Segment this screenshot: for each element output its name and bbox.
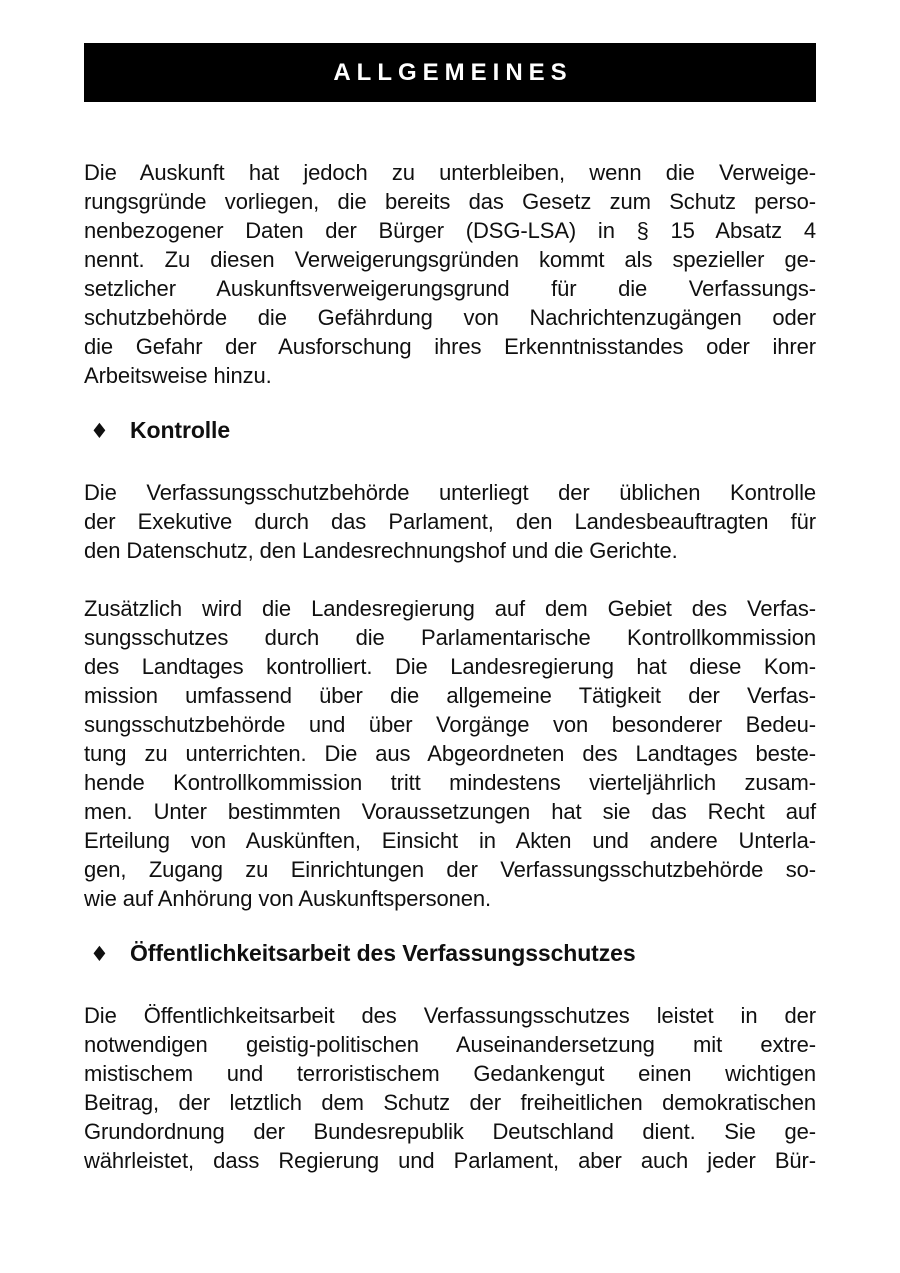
text-line: Erteilung von Auskünften, Einsicht in Akten und andere Unterla- xyxy=(84,828,816,853)
text-line: hende Kontrollkommission tritt mindestens vierteljährlich zusam- xyxy=(84,770,816,795)
text-line: Beitrag, der letztlich dem Schutz der freiheitlichen demokratischen xyxy=(84,1090,816,1115)
text-line: mistischem und terroristischem Gedankengut einen wichtigen xyxy=(84,1061,816,1086)
text-line: den Datenschutz, den Landesrechnungshof und die Gerichte. xyxy=(84,538,678,563)
diamond-bullet-icon: ♦ xyxy=(90,419,109,443)
text-line: des Landtages kontrolliert. Die Landesregierung hat diese Kom- xyxy=(84,654,816,679)
text-line: wie auf Anhörung von Auskunftspersonen. xyxy=(84,886,492,911)
page-title: ALLGEMEINES xyxy=(333,58,573,86)
paragraph xyxy=(84,594,816,913)
text-line: Arbeitsweise hinzu. xyxy=(84,363,272,388)
paragraph xyxy=(84,158,816,390)
section-heading xyxy=(84,415,816,446)
text-line: währleistet, dass Regierung und Parlament, aber auch jeder Bür- xyxy=(84,1148,816,1173)
text-line: der Exekutive durch das Parlament, den Landesbeauftragten für xyxy=(84,509,816,534)
section-heading-text: Kontrolle xyxy=(130,417,231,443)
section-title-bar xyxy=(84,43,816,102)
text-line: gen, Zugang zu Einrichtungen der Verfassungsschutzbehörde so- xyxy=(84,857,816,882)
section-heading-text: Öffentlichkeitsarbeit des Verfassungsschutzes xyxy=(130,940,636,966)
text-line: tung zu unterrichten. Die aus Abgeordneten des Landtages beste- xyxy=(84,741,816,766)
text-line: nenbezogener Daten der Bürger (DSG-LSA) in § 15 Absatz 4 xyxy=(84,218,816,243)
text-line: schutzbehörde die Gefährdung von Nachrichtenzugängen oder xyxy=(84,305,816,330)
text-line: sungsschutzbehörde und über Vorgänge von besonderer Bedeu- xyxy=(84,712,816,737)
paragraph xyxy=(84,478,816,565)
text-line: men. Unter bestimmten Voraussetzungen hat sie das Recht auf xyxy=(84,799,816,824)
text-line: setzlicher Auskunftsverweigerungsgrund für die Verfassungs- xyxy=(84,276,816,301)
text-line: rungsgründe vorliegen, die bereits das Gesetz zum Schutz perso- xyxy=(84,189,816,214)
page-body xyxy=(84,158,816,1175)
text-line: Grundordnung der Bundesrepublik Deutschland dient. Sie ge- xyxy=(84,1119,816,1144)
text-line: Die Verfassungsschutzbehörde unterliegt der üblichen Kontrolle xyxy=(84,480,816,505)
text-line: Die Auskunft hat jedoch zu unterbleiben, wenn die Verweige- xyxy=(84,160,816,185)
text-line: Zusätzlich wird die Landesregierung auf dem Gebiet des Verfas- xyxy=(84,596,816,621)
section-heading xyxy=(84,938,816,969)
text-line: die Gefahr der Ausforschung ihres Erkenntnisstandes oder ihrer xyxy=(84,334,816,359)
paragraph xyxy=(84,1001,816,1175)
diamond-bullet-icon: ♦ xyxy=(90,942,109,966)
text-line: sungsschutzes durch die Parlamentarische Kontrollkommission xyxy=(84,625,816,650)
text-line: Die Öffentlichkeitsarbeit des Verfassungsschutzes leistet in der xyxy=(84,1003,816,1028)
text-line: notwendigen geistig-politischen Auseinandersetzung mit extre- xyxy=(84,1032,816,1057)
text-line: nennt. Zu diesen Verweigerungsgründen kommt als spezieller ge- xyxy=(84,247,816,272)
text-line: mission umfassend über die allgemeine Tätigkeit der Verfas- xyxy=(84,683,816,708)
